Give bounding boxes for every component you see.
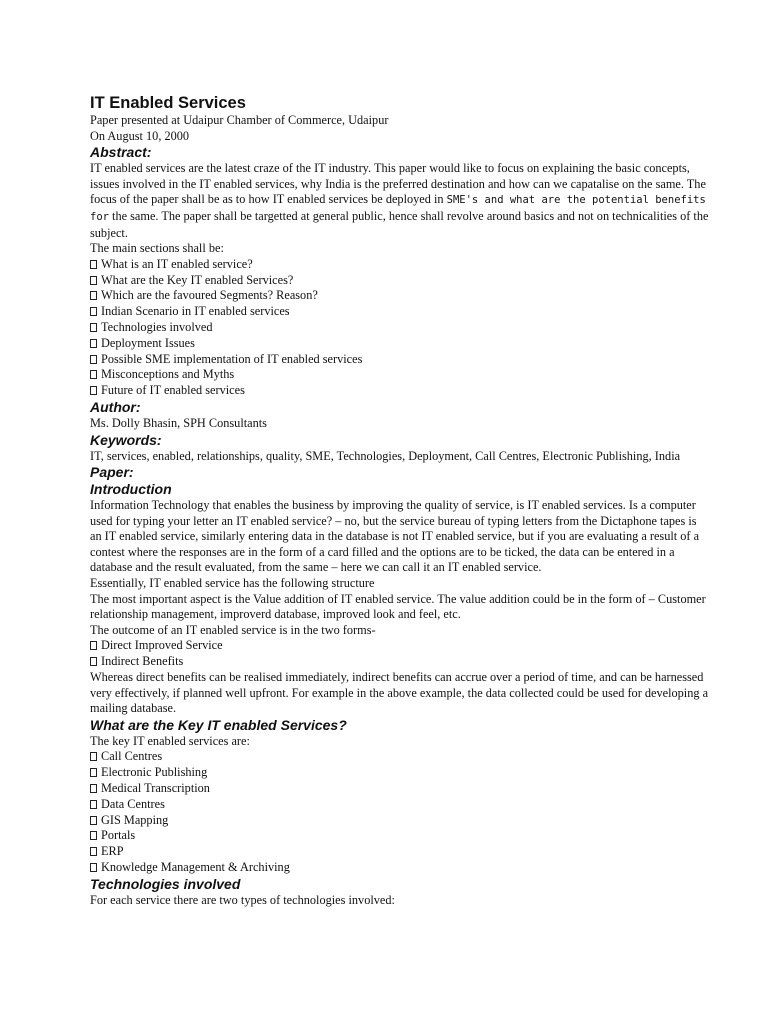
- forms-list: [90, 638, 710, 670]
- bullet-box-icon: [90, 657, 97, 666]
- key-services-intro: The key IT enabled services are:: [90, 733, 250, 748]
- introduction-paragraph-1: Information Technology that enables the business by improving the quality of service, is IT enabled services. Is a computer used for typing your letter an IT enabled service? – no, but the service bureau of typing letters from the Dictaphone tapes is an IT enabled service, similarly entering data in the database is not IT enabled service, but if you are evaluating a result of a contest where the responses are in the form of a card filled and the options are to be ticked, the data can be entered in a database and the result evaluated, from the same – here we can call it an IT enabled service.: [90, 498, 700, 575]
- sections-intro: The main sections shall be:: [90, 241, 224, 256]
- list-item: What is an IT enabled service?: [90, 257, 710, 273]
- technologies-heading: Technologies involved: [90, 875, 241, 892]
- abstract-heading: Abstract:: [90, 144, 152, 161]
- bullet-box-icon: [90, 307, 97, 316]
- list-item: Knowledge Management & Archiving: [90, 860, 710, 876]
- bullet-box-icon: [90, 339, 97, 348]
- list-item: Possible SME implementation of IT enabled services: [90, 352, 710, 368]
- bullet-box-icon: [90, 641, 97, 650]
- bullet-box-icon: [90, 260, 97, 269]
- abstract-text-part2: the same. The paper shall be targetted at general public, hence shall revolve around basics and not on technicalities of the subject.: [90, 208, 709, 240]
- presented-at-line: Paper presented at Udaipur Chamber of Commerce, Udaipur: [90, 113, 389, 127]
- technologies-text: For each service there are two types of technologies involved:: [90, 892, 395, 907]
- list-item: Portals: [90, 828, 710, 844]
- bullet-box-icon: [90, 800, 97, 809]
- list-item: Call Centres: [90, 749, 710, 765]
- list-item: Technologies involved: [90, 320, 710, 336]
- author-text: Ms. Dolly Bhasin, SPH Consultants: [90, 415, 267, 430]
- list-item: Misconceptions and Myths: [90, 367, 710, 383]
- bullet-box-icon: [90, 784, 97, 793]
- bullet-box-icon: [90, 816, 97, 825]
- bullet-box-icon: [90, 768, 97, 777]
- list-item: What are the Key IT enabled Services?: [90, 273, 710, 289]
- list-item: GIS Mapping: [90, 813, 710, 829]
- list-item: ERP: [90, 844, 710, 860]
- bullet-box-icon: [90, 847, 97, 856]
- list-item: Deployment Issues: [90, 336, 710, 352]
- list-item: Direct Improved Service: [90, 638, 710, 654]
- introduction-heading: Introduction: [90, 481, 172, 498]
- list-item: Electronic Publishing: [90, 765, 710, 781]
- bullet-box-icon: [90, 831, 97, 840]
- list-item: Future of IT enabled services: [90, 383, 710, 399]
- bullet-box-icon: [90, 386, 97, 395]
- date-line: On August 10, 2000: [90, 128, 190, 143]
- introduction-paragraph-5: Whereas direct benefits can be realised immediately, indirect benefits can accrue over a period of time, and can be harnessed very effectively, if planned well upfront. For example in the above example, the data collected could be used for developing a mailing database.: [90, 670, 709, 716]
- sections-list: [90, 257, 710, 399]
- bullet-box-icon: [90, 863, 97, 872]
- paper-heading: Paper:: [90, 464, 134, 481]
- introduction-paragraph-2: Essentially, IT enabled service has the following structure: [90, 576, 375, 591]
- document-title: IT Enabled Services: [90, 94, 246, 112]
- list-item: Indirect Benefits: [90, 654, 710, 670]
- list-item: Data Centres: [90, 797, 710, 813]
- abstract-mono-fragment: SME's and what are the potential benefits for: [90, 194, 706, 223]
- abstract-text-part1: IT enabled services are the latest craze of the IT industry. This paper would like to focus on explaining the basic concepts, issues involved in the IT enabled services, why India is the preferred destination and how can we capatalise on the same. The focus of the paper shall be as to how IT enabled services be deployed in: [90, 161, 706, 207]
- keywords-text: IT, services, enabled, relationships, quality, SME, Technologies, Deployment, Call Centres, Electronic Publishing, India: [90, 448, 681, 463]
- keywords-heading: Keywords:: [90, 431, 162, 448]
- bullet-box-icon: [90, 752, 97, 761]
- bullet-box-icon: [90, 355, 97, 364]
- author-heading: Author:: [90, 398, 141, 415]
- key-services-list: [90, 749, 710, 875]
- document-page: [90, 93, 710, 908]
- key-services-heading: What are the Key IT enabled Services?: [90, 716, 347, 733]
- bullet-box-icon: [90, 323, 97, 332]
- bullet-box-icon: [90, 291, 97, 300]
- introduction-paragraph-4: The outcome of an IT enabled service is in the two forms-: [90, 622, 376, 637]
- introduction-paragraph-3: The most important aspect is the Value addition of IT enabled service. The value addition could be in the form of – Customer relationship management, improverd database, improved look and feel, etc.: [90, 591, 706, 622]
- bullet-box-icon: [90, 370, 97, 379]
- list-item: Which are the favoured Segments? Reason?: [90, 288, 710, 304]
- list-item: Medical Transcription: [90, 781, 710, 797]
- list-item: Indian Scenario in IT enabled services: [90, 304, 710, 320]
- bullet-box-icon: [90, 276, 97, 285]
- abstract-paragraph: [90, 161, 710, 241]
